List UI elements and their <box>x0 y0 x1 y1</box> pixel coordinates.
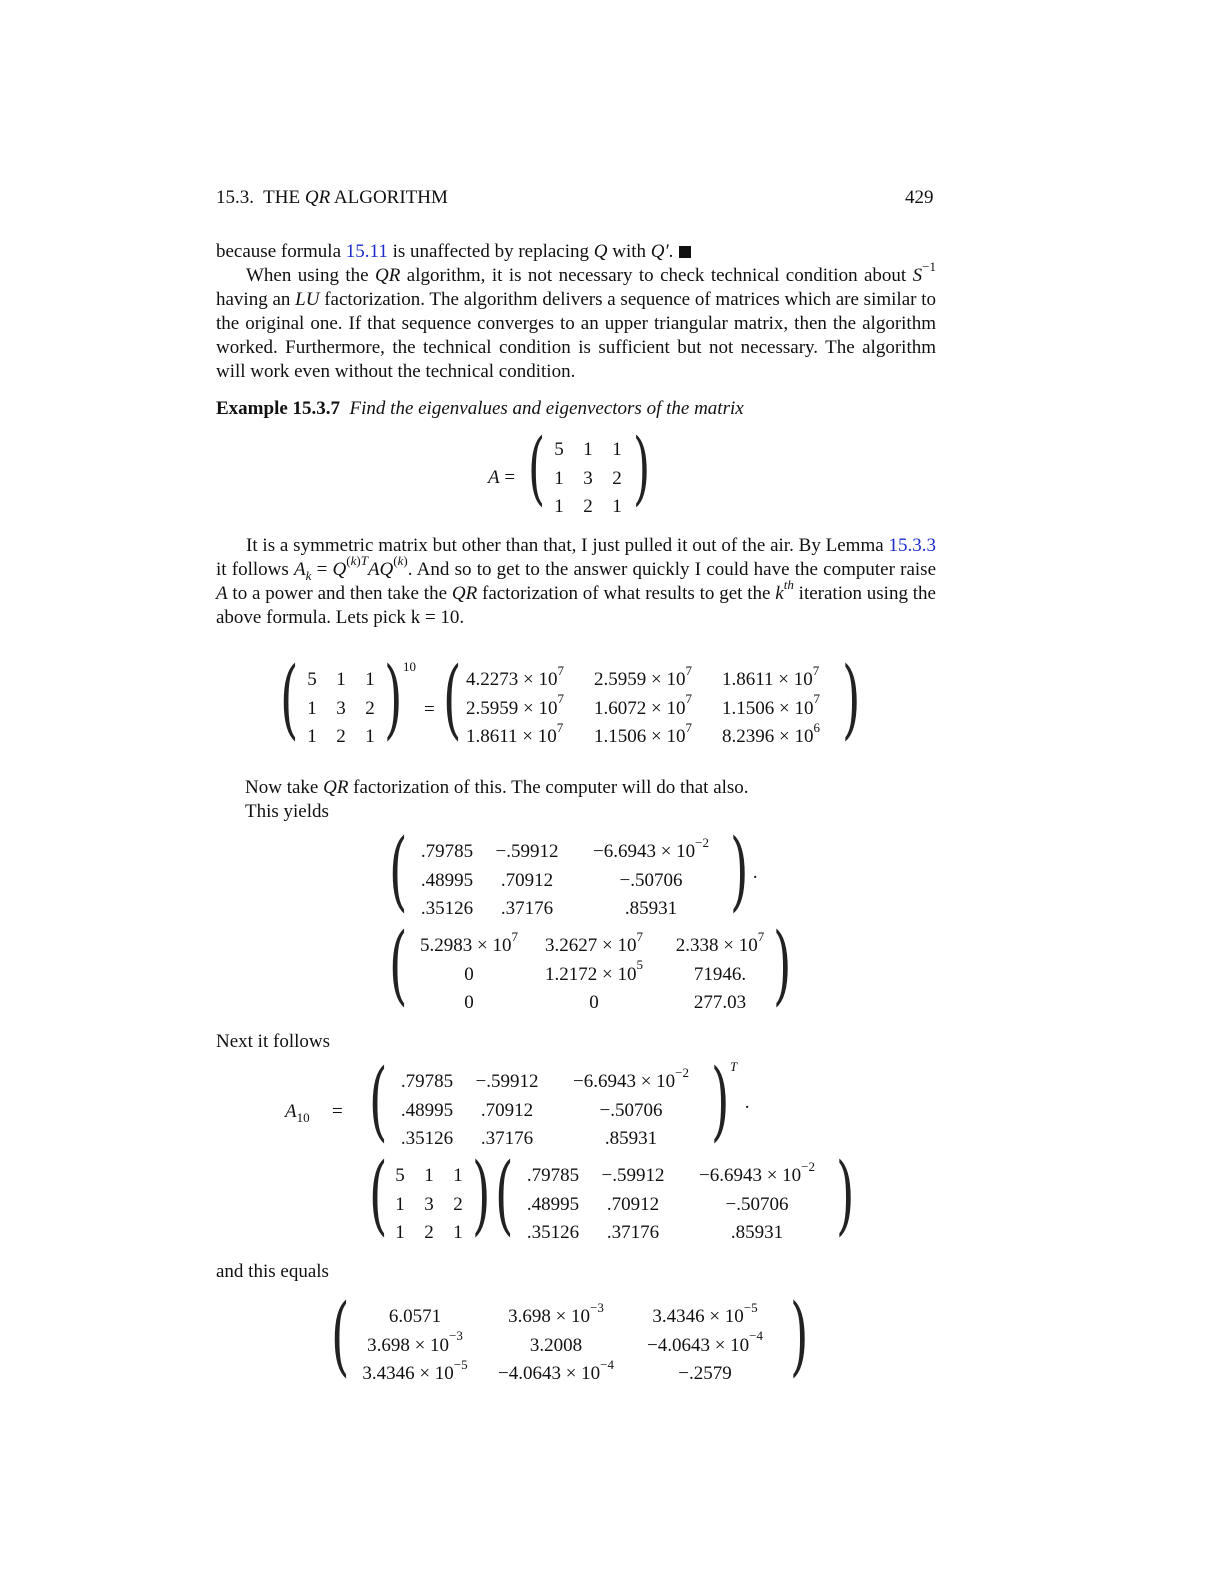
right-paren: ) <box>836 1145 855 1245</box>
left-paren: ( <box>389 821 408 921</box>
transpose-symbol: T <box>730 1059 738 1074</box>
matrix-a: 5 1 1 1 3 2 1 2 1 <box>554 439 622 518</box>
left-paren: ( <box>369 1051 388 1151</box>
paragraph-this-yields: This yields <box>245 801 329 822</box>
left-paren: ( <box>369 1145 388 1245</box>
left-paren: ( <box>443 649 462 749</box>
right-paren: ) <box>790 1286 809 1386</box>
equals-sign: = <box>332 1101 343 1122</box>
paragraph-next: Next it follows <box>216 1031 330 1052</box>
left-paren: ( <box>389 915 408 1015</box>
right-paren: ) <box>633 421 651 514</box>
right-paren: ) <box>711 1051 730 1151</box>
matrix-a-factor: 5 1 1 1 3 2 1 2 1 <box>395 1165 463 1244</box>
multiplication-dot: · <box>744 1097 751 1118</box>
left-paren: ( <box>280 649 299 749</box>
matrix-a-lhs: A = <box>488 467 516 488</box>
example-heading: Example 15.3.7 Find the eigenvalues and eigenvectors of the matrix <box>216 398 744 419</box>
left-paren: ( <box>528 421 546 514</box>
paragraph-qr-factorization: Now take QR factorization of this. The computer will do that also. <box>245 777 749 798</box>
paragraph-and-equals: and this equals <box>216 1261 329 1282</box>
matrix-a-power-base: 5 1 1 1 3 2 1 2 1 <box>307 669 375 748</box>
matrix-a10-result: 6.0571 $3.698 \times 10^{-3}$ $3.4346 \times 10^{-5}$ $3.698 \times 10^{-3}$ 3.2008 $-4.0643 \times 10^{-4}$ $3.4346 \times 10^{-5}$ $-4.0643 \times 10^{-4}$ −.2579 <box>362 1299 764 1385</box>
left-paren: ( <box>495 1145 514 1245</box>
paragraph-proof-end: because formula 15.11 is unaffected by replacing Q with Q′. <box>216 240 936 264</box>
a10-lhs: $A_{10}$ <box>285 1101 310 1125</box>
lemma-link[interactable]: 15.3.3 <box>888 535 936 556</box>
right-paren: ) <box>730 821 749 921</box>
right-paren: ) <box>773 915 792 1015</box>
equals-sign: = <box>424 699 435 720</box>
running-header: 15.3. THE QR ALGORITHM <box>216 187 448 208</box>
right-paren: ) <box>384 649 403 749</box>
matrix-q-factor: .79785 −.59912 $-6.6943 \times 10^{-2}$ .48995 .70912 −.50706 .35126 .37176 .85931 <box>526 1158 816 1244</box>
paragraph-lemma: It is a symmetric matrix but other than that, I just pulled it out of the air. By Lemma 15.3.3 it follows $A_k = Q^{(k)T}AQ^{(k)}$. And so to get to the answer quickly I could have the computer raise A to a power and then take the QR factorization of what results to get the $k^{th}$ iteration using the above formula. Lets pick k = 10. <box>216 535 936 628</box>
page-number: 429 <box>905 187 934 208</box>
matrix-a-power-result: $4.2273 \times 10^7$ $2.5959 \times 10^7$ $1.8611 \times 10^7$ $2.5959 \times 10^7$ $1.6072 \times 10^7$ $1.1506 \times 10^7$ $1.8611 \times 10^7$ $1.1506 \times 10^7$ $8.2396 \times 10^6$ <box>466 662 820 748</box>
power-exponent: 10 <box>403 659 416 674</box>
matrix-r: $5.2983 \times 10^7$ $3.2627 \times 10^7$ $2.338 \times 10^7$ 0 $1.2172 \times 10^5$ 71946. 0 0 277.03 <box>420 928 765 1014</box>
formula-link[interactable]: 15.11 <box>345 241 388 262</box>
right-paren: ) <box>842 649 861 749</box>
matrix-q-transpose: .79785 −.59912 $-6.6943 \times 10^{-2}$ .48995 .70912 −.50706 .35126 .37176 .85931 <box>400 1064 690 1150</box>
matrix-q: .79785 −.59912 $-6.6943 \times 10^{-2}$ .48995 .70912 −.50706 .35126 .37176 .85931 <box>420 834 710 920</box>
left-paren: ( <box>331 1286 350 1386</box>
right-paren: ) <box>472 1145 491 1245</box>
qed-symbol <box>679 246 691 258</box>
paragraph-technical-condition: When using the QR algorithm, it is not necessary to check technical condition about $S^{-1}$ having an LU factorization. The algorithm delivers a sequence of matrices which are similar to the original one. If that sequence converges to an upper triangular matrix, then the algorithm worked. Furthermore, the technical condition is sufficient but not necessary. The algorithm will work even without the technical condition. <box>216 258 936 382</box>
multiplication-dot: · <box>752 867 759 888</box>
